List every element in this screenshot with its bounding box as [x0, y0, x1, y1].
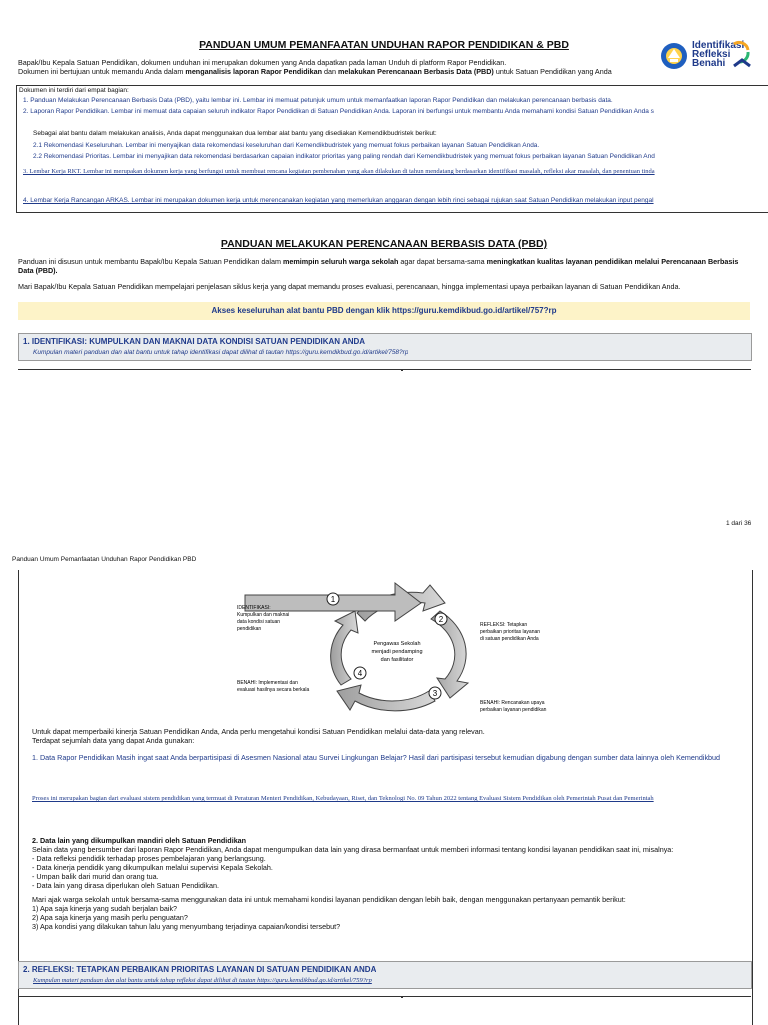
tut-wuri-emblem-icon	[660, 42, 688, 70]
label-1-line-4: pendidikan	[237, 626, 262, 632]
prompt-questions-block	[32, 895, 748, 931]
section-1-divider	[18, 369, 751, 370]
question-3: 3) Apa kondisi yang dilakukan tahun lalu yang menyumbang terjadinya capaian/kondisi tersebut?	[32, 922, 341, 931]
arrow-3-icon	[337, 685, 435, 711]
label-1-line-3: data kondisi satuan	[237, 619, 281, 625]
permendikbud-link[interactable]: Proses ini merupakan bagian dari evaluasi sistem pendidikan yang termuat di Peraturan Menteri Pendidikan, Kebudayaan, Riset, dan Teknologi No. 09 Tahun 2022 tentang Evaluasi Sistem Pendidikan oleh Pemerintah Pusat dan Pemerintah	[32, 795, 654, 802]
center-mark-2	[401, 996, 403, 998]
intro-line-2: Dokumen ini bertujuan untuk memandu Anda dalam menganalisis laporan Rapor Pendidikan dan melakukan Perencanaan Berbasis Data (PBD) untuk Satuan Pendidikan yang Anda	[18, 67, 612, 76]
section-1-title: 1. IDENTIFIKASI: KUMPULKAN DAN MAKNAI DATA KONDISI SATUAN PENDIDIKAN ANDA	[23, 337, 366, 346]
data-lain-line-2: - Data refleksi pendidik terhadap proses pembelajaran yang berlangsung.	[32, 854, 266, 863]
label-4-line-2: evaluasi hasilnya secara berkala	[237, 687, 310, 693]
access-banner[interactable]	[18, 302, 750, 320]
page-number: 1 dari 36	[726, 520, 752, 527]
document-title: PANDUAN UMUM PEMANFAATAN UNDUHAN RAPOR PENDIDIKAN & PBD	[199, 39, 569, 51]
step-1-number: 1	[330, 595, 336, 604]
data-lain-block	[32, 836, 748, 890]
intro-line-1: Bapak/Ibu Kepala Satuan Pendidikan, dokumen unduhan ini merupakan dokumen yang Anda dapatkan pada laman Unduh di platform Rapor Pendidikan.	[18, 58, 507, 67]
pbd-intro-paragraph: Panduan ini disusun untuk membantu Bapak/Ibu Kepala Satuan Pendidikan dalam memimpin seluruh warga sekolah agar dapat bersama-sama meningkatkan kualitas layanan pendidikan melalui Perencanaan Berbasis Data (PBD).	[18, 257, 739, 275]
arrow-2-icon	[431, 611, 468, 698]
part-4-link[interactable]: 4. Lembar Kerja Rancangan ARKAS. Lembar ini merupakan dokumen kerja untuk merencanakan kegiatan yang memerlukan anggaran dengan lebih rinci sebagai rujukan saat Satuan Pendidikan melakukan input pengal	[23, 197, 654, 204]
question-1: 1) Apa saja kinerja yang sudah berjalan baik?	[32, 904, 178, 913]
center-mark	[401, 369, 403, 371]
label-1-line-2: Kumpulkan dan maknai	[237, 612, 290, 618]
part-2-2-link[interactable]: 2.2 Rekomendasi Prioritas. Lembar ini menyajikan data rekomendasi berdasarkan capaian indikator prioritas yang paling rendah dari Kemendikbudristek yang memuat fokus perbaikan layanan Satuan Pendidikan And	[33, 153, 655, 160]
data-rapor-link[interactable]: 1. Data Rapor Pendidikan Masih ingat saat Anda berpartisipasi di Asesmen Nasional atau Survei Lingkungan Belajar? Hasil dari partisipasi tersebut kemudian digabung dengan sumber data lainnya oleh Kemendikbud	[32, 753, 721, 762]
label-1-line-1: IDENTIFIKASI:	[237, 605, 271, 611]
prompt-intro: Mari ajak warga sekolah untuk bersama-sama menggunakan data ini untuk memahami kondisi layanan pendidikan dengan lebih baik, dengan menggunakan pertanyaan pemantik berikut:	[32, 895, 626, 904]
logo-refleksi: Refleksi	[692, 49, 731, 60]
label-4-line-1: BENAHI: Implementasi dan	[237, 680, 298, 686]
document-parts-box	[16, 85, 768, 213]
data-lain-line-5: - Data lain yang dirasa diperlukan oleh Satuan Pendidikan.	[32, 881, 219, 890]
step-2-number: 2	[438, 615, 444, 624]
part-1-link[interactable]: 1. Panduan Melakukan Perencanaan Berbasis Data (PBD), yaitu lembar ini. Lembar ini memuat petunjuk umum untuk memanfaatkan laporan Rapor Pendidikan dan melakukan perencanaan berbasis data.	[23, 97, 613, 104]
label-2-line-1: REFLEKSI: Tetapkan	[480, 622, 528, 628]
data-intro-line-2: Terdapat sejumlah data yang dapat Anda gunakan:	[32, 736, 195, 745]
intro-text	[18, 58, 648, 76]
step-3-number: 3	[432, 689, 438, 698]
part-3-link[interactable]: 3. Lembar Kerja RKT. Lembar ini merupakan dokumen kerja yang berfungsi untuk membuat rencana kegiatan pembenahan yang akan dilakukan di tahun mendatang berdasarkan identifikasi masalah, refleksi akar masalah, dan penentuan tinda	[23, 168, 655, 175]
section-1-link[interactable]: Kumpulan materi panduan dan alat bantu untuk tahap identifikasi dapat dilihat di tautan https://guru.kemdikbud.go.id/artikel/758?rp	[33, 349, 409, 356]
center-line-3: dan fasilitator	[380, 657, 414, 663]
pbd-title: PANDUAN MELAKUKAN PERENCANAAN BERBASIS DATA (PBD)	[220, 238, 548, 250]
page-2-header: Panduan Umum Pemanfaatan Unduhan Rapor Pendidikan PBD	[12, 556, 197, 563]
section-1-header	[18, 333, 752, 361]
pbd-cycle-paragraph: Mari Bapak/Ibu Kepala Satuan Pendidikan mempelajari penjelasan siklus kerja yang dapat memandu proses evaluasi, perencanaan, hingga implementasi upaya perbaikan layanan di Satuan Pendidikan Anda.	[18, 282, 681, 291]
page-2-intro	[32, 727, 748, 745]
section-2-title: 2. REFLEKSI: TETAPKAN PERBAIKAN PRIORITAS LAYANAN DI SATUAN PENDIDIKAN ANDA	[23, 965, 377, 974]
pbd-cycle-diagram	[225, 573, 565, 723]
data-intro-line-1: Untuk dapat memperbaiki kinerja Satuan Pendidikan Anda, Anda perlu mengetahui kondisi Satuan Pendidikan melalui data-data yang relevan.	[32, 727, 485, 736]
data-lain-line-3: - Data kinerja pendidik yang dikumpulkan melalui supervisi Kepala Sekolah.	[32, 863, 273, 872]
parts-heading: Dokumen ini terdiri dari empat bagian:	[19, 87, 129, 94]
section-2-divider	[18, 996, 751, 997]
center-line-2: menjadi pendamping	[371, 649, 423, 655]
question-2: 2) Apa saja kinerja yang masih perlu penguatan?	[32, 913, 188, 922]
step-4-number: 4	[357, 669, 363, 678]
label-3-line-1: BENAHI: Rencanakan upaya	[480, 700, 545, 706]
access-link[interactable]: Akses keseluruhan alat bantu PBD dengan klik https://guru.kemdikbud.go.id/artikel/757?rp	[211, 306, 557, 315]
label-3-line-2: perbaikan layanan pendidikan	[480, 707, 547, 713]
tools-intro: Sebagai alat bantu dalam melakukan analisis, Anda dapat menggunakan dua lembar alat bantu yang disediakan Kemendikbudristek berikut:	[33, 130, 437, 137]
logo-benahi: Benahi	[692, 58, 726, 69]
section-2-link[interactable]: Kumpulan materi panduan dan alat bantu untuk tahap refleksi dapat dilihat di tautan https://guru.kemdikbud.go.id/artikel/759?rp	[33, 977, 372, 984]
part-2-link[interactable]: 2. Laporan Rapor Pendidikan. Lembar ini memuat data capaian seluruh indikator Rapor Pendidikan di Satuan Pendidikan Anda. Laporan ini berfungsi untuk membantu Anda memahami kondisi Satuan Pendidikan Anda s	[23, 108, 654, 115]
section-2-header	[18, 961, 752, 989]
center-line-1: Pengawas Sekolah	[373, 641, 421, 647]
irb-logo	[660, 40, 756, 72]
label-2-line-3: di satuan pendidikan Anda	[480, 636, 539, 642]
logo-identifikasi: Identifikasi	[692, 40, 745, 51]
logo-swoosh-icon	[730, 40, 752, 70]
label-2-line-2: perbaikan prioritas layanan	[480, 629, 541, 635]
data-lain-title: 2. Data lain yang dikumpulkan mandiri oleh Satuan Pendidikan	[32, 836, 247, 845]
part-2-1-link[interactable]: 2.1 Rekomendasi Keseluruhan. Lembar ini menyajikan data rekomendasi keseluruhan dari Kemendikbudristek yang memuat fokus perbaikan layanan Satuan Pendidikan Anda.	[33, 142, 540, 149]
data-lain-line-1: Selain data yang bersumber dari laporan Rapor Pendidikan, Anda dapat mengumpulkan data lain yang dirasa bermanfaat untuk memberi informasi tentang kondisi layanan pendidikan saat ini, misalnya:	[32, 845, 674, 854]
data-lain-line-4: - Umpan balik dari murid dan orang tua.	[32, 872, 159, 881]
